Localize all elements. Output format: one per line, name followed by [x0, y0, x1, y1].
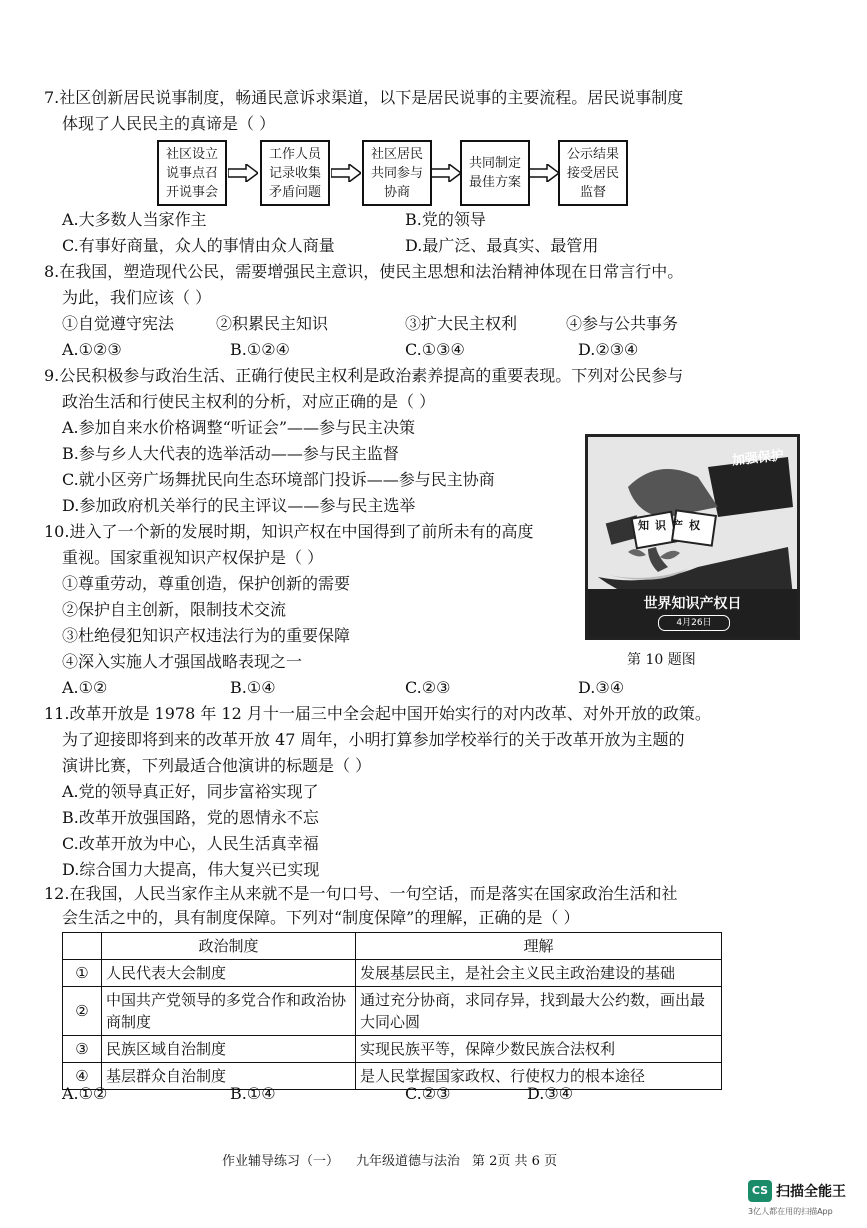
q10-option-c: C.②③ — [405, 678, 451, 697]
q8-item-2: ②积累民主知识 — [216, 314, 329, 333]
footer-page-number: 第 2页 共 6 页 — [472, 1154, 558, 1169]
table-cell: ① — [63, 960, 102, 987]
flow-step-1: 社区设立说事点召开说事会 — [157, 140, 227, 206]
table-header-row — [63, 933, 722, 960]
q10-item-4: ④深入实施人才强国战略表现之一 — [62, 652, 303, 671]
q12-stem-line1: 12.在我国，人民当家作主从来就不是一句口号、一句空话，而是落实在国家政治生活和社 — [44, 884, 678, 903]
q12-stem-line2: 会生活之中的，具有制度保障。下列对“制度保障”的理解，正确的是（ ） — [62, 908, 580, 927]
political-system-table — [62, 932, 722, 1090]
flow-arrow-3 — [431, 164, 461, 182]
q9-option-c: C.就小区旁广场舞扰民向生态环境部门投诉——参与民主协商 — [62, 470, 495, 489]
q10-stem-line1: 10.进入了一个新的发展时期，知识产权在中国得到了前所未有的高度 — [44, 522, 534, 541]
flow-step-2: 工作人员记录收集矛盾问题 — [260, 140, 330, 206]
q9-option-a: A.参加自来水价格调整“听证会”——参与民主决策 — [62, 418, 416, 437]
q8-option-c: C.①③④ — [405, 340, 465, 359]
q8-item-3: ③扩大民主权利 — [405, 314, 518, 333]
q12-option-c: C.②③ — [405, 1084, 451, 1103]
table-cell: 中国共产党领导的多党合作和政治协商制度 — [102, 987, 356, 1036]
table-cell: 通过充分协商，求同存异，找到最大公约数，画出最大同心圆 — [356, 987, 722, 1036]
table-cell: 民族区域自治制度 — [102, 1036, 356, 1063]
flow-arrow-4 — [529, 164, 559, 182]
q11-stem-line2: 为了迎接即将到来的改革开放 47 周年，小明打算参加学校举行的关于改革开放为主题的 — [62, 730, 685, 749]
table-cell: ③ — [63, 1036, 102, 1063]
table-cell: ② — [63, 987, 102, 1036]
q7-stem-line1: 7.社区创新居民说事制度，畅通民意诉求渠道，以下是居民说事的主要流程。居民说事制度 — [44, 88, 684, 107]
q9-stem-line2: 政治生活和行使民主权利的分析，对应正确的是（ ） — [62, 392, 436, 411]
q9-option-d: D.参加政府机关举行的民主评议——参与民主选举 — [62, 496, 416, 515]
q8-option-d: D.②③④ — [578, 340, 639, 359]
table-row — [63, 960, 722, 987]
q8-option-b: B.①②④ — [230, 340, 290, 359]
flow-arrow-1 — [228, 164, 258, 182]
q7-option-a: A.大多数人当家作主 — [62, 210, 207, 229]
flow-step-4: 共同制定最佳方案 — [460, 140, 530, 206]
poster-date: 4月26日 — [658, 615, 730, 631]
q11-option-a: A.党的领导真正好，同步富裕实现了 — [62, 782, 319, 801]
table-row — [63, 987, 722, 1036]
flow-arrow-2 — [331, 164, 361, 182]
table-cell: 实现民族平等，保障少数民族合法权利 — [356, 1036, 722, 1063]
q10-item-3: ③杜绝侵犯知识产权违法行为的重要保障 — [62, 626, 351, 645]
watermark-name: 扫描全能王 — [776, 1184, 846, 1200]
table-cell: 发展基层民主，是社会主义民主政治建设的基础 — [356, 960, 722, 987]
q11-option-d: D.综合国力大提高，伟大复兴已实现 — [62, 860, 320, 879]
figure-caption: 第 10 题图 — [627, 652, 696, 668]
q9-option-b: B.参与乡人大代表的选举活动——参与民主监督 — [62, 444, 399, 463]
q10-option-d: D.③④ — [578, 678, 625, 697]
flow-step-3: 社区居民共同参与协商 — [362, 140, 432, 206]
q8-stem-line1: 8.在我国，塑造现代公民，需要增强民主意识，使民主思想和法治精神体现在日常言行中。 — [44, 262, 684, 281]
flow-step-5: 公示结果接受居民监督 — [558, 140, 628, 206]
q12-option-d: D.③④ — [527, 1084, 574, 1103]
q12-option-b: B.①④ — [230, 1084, 276, 1103]
q9-stem-line1: 9.公民积极参与政治生活、正确行使民主权利是政治素养提高的重要表现。下列对公民参与 — [44, 366, 684, 385]
q10-option-a: A.①② — [62, 678, 108, 697]
poster-title: 世界知识产权日 — [643, 596, 742, 612]
q7-option-d: D.最广泛、最真实、最管用 — [405, 236, 599, 255]
q7-option-c: C.有事好商量，众人的事情由众人商量 — [62, 236, 335, 255]
table-header-cell — [63, 933, 102, 960]
table-header-cell: 政治制度 — [102, 933, 356, 960]
ip-day-poster — [585, 434, 800, 640]
table-cell: 基层群众自治制度 — [102, 1063, 356, 1090]
table-cell: 人民代表大会制度 — [102, 960, 356, 987]
q11-option-c: C.改革开放为中心，人民生活真幸福 — [62, 834, 319, 853]
table-cell: ④ — [63, 1063, 102, 1090]
q11-option-b: B.改革开放强国路，党的恩情永不忘 — [62, 808, 319, 827]
q12-option-a: A.①② — [62, 1084, 108, 1103]
q8-option-a: A.①②③ — [62, 340, 122, 359]
table-row — [63, 1063, 722, 1090]
footer-subject: 九年级道德与法治 — [356, 1154, 461, 1169]
q10-item-1: ①尊重劳动，尊重创造，保护创新的需要 — [62, 574, 351, 593]
q7-stem-line2: 体现了人民民主的真谛是（ ） — [62, 114, 276, 133]
q7-option-b: B.党的领导 — [405, 210, 486, 229]
poster-sign-text: 加强保护 — [731, 448, 785, 469]
scanner-watermark — [748, 1180, 858, 1220]
q11-stem-line1: 11.改革开放是 1978 年 12 月十一届三中全会起中国开始实行的对内改革、对外开放的政策。 — [44, 704, 711, 723]
poster-book-text: 知识产权 — [638, 519, 706, 532]
watermark-tagline: 3亿人都在用的扫描App — [748, 1207, 833, 1216]
q8-stem-line2: 为此，我们应该（ ） — [62, 288, 212, 307]
q11-stem-line3: 演讲比赛，下列最适合他演讲的标题是（ ） — [62, 756, 372, 775]
q8-item-1: ①自觉遵守宪法 — [62, 314, 175, 333]
table-header-cell: 理解 — [356, 933, 722, 960]
q10-item-2: ②保护自主创新，限制技术交流 — [62, 600, 287, 619]
q10-option-b: B.①④ — [230, 678, 276, 697]
q10-stem-line2: 重视。国家重视知识产权保护是（ ） — [62, 548, 324, 567]
q8-item-4: ④参与公共事务 — [566, 314, 679, 333]
footer-series: 作业辅导练习（一） — [222, 1154, 340, 1169]
camscanner-logo-icon: CS — [748, 1180, 772, 1202]
table-row — [63, 1036, 722, 1063]
table-cell: 是人民掌握国家政权、行使权力的根本途径 — [356, 1063, 722, 1090]
